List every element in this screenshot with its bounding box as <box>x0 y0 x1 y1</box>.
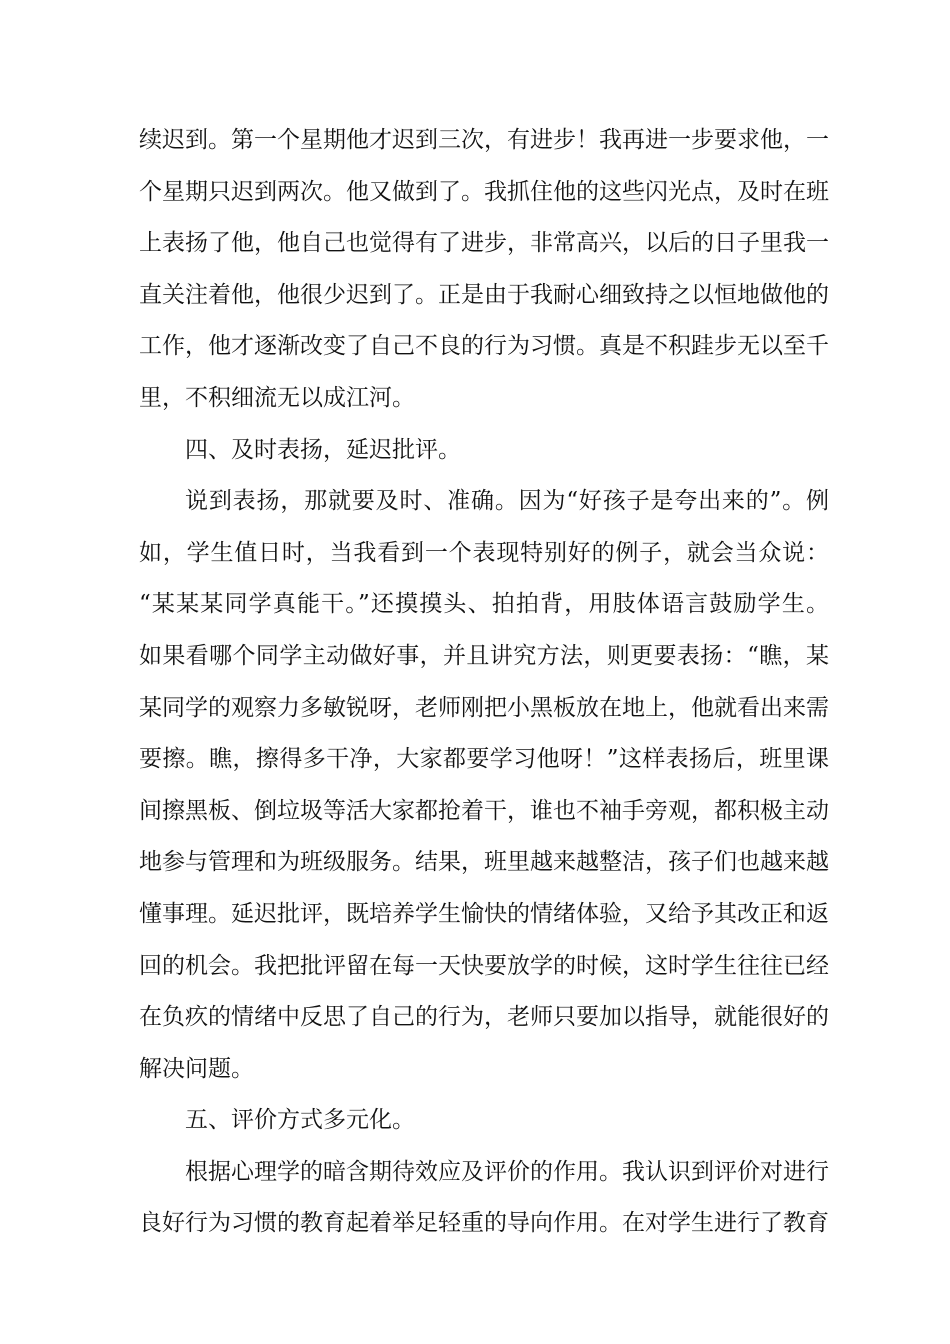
text-line: 某同学的观察力多敏锐呀，老师刚把小黑板放在地上，他就看出来需 <box>139 694 829 721</box>
text-line: 直关注着他，他很少迟到了。正是由于我耐心细致持之以恒地做他的 <box>139 281 829 308</box>
text-line: 回的机会。我把批评留在每一天快要放学的时候，这时学生往往已经 <box>139 952 829 979</box>
text-line: 地参与管理和为班级服务。结果，班里越来越整洁，孩子们也越来越 <box>139 849 829 876</box>
text-line: 如，学生值日时，当我看到一个表现特别好的例子，就会当众说： <box>139 539 829 566</box>
text-line: 解决问题。 <box>139 1055 254 1082</box>
text-line: 间擦黑板、倒垃圾等活大家都抢着干，谁也不袖手旁观，都积极主动 <box>139 797 829 824</box>
text-line: 良好行为习惯的教育起着举足轻重的导向作用。在对学生进行了教育 <box>139 1210 829 1237</box>
text-line: 根据心理学的暗含期待效应及评价的作用。我认识到评价对进行 <box>185 1158 829 1185</box>
text-line: 五、评价方式多元化。 <box>185 1107 415 1134</box>
text-line: 个星期只迟到两次。他又做到了。我抓住他的这些闪光点，及时在班 <box>139 178 829 205</box>
text-line: 要擦。瞧，擦得多干净，大家都要学习他呀！”这样表扬后，班里课 <box>139 746 829 773</box>
text-line: 工作，他才逐渐改变了自己不良的行为习惯。真是不积跬步无以至千 <box>139 333 829 360</box>
text-line: 续迟到。第一个星期他才迟到三次，有进步！我再进一步要求他，一 <box>139 127 829 153</box>
text-line: 如果看哪个同学主动做好事，并且讲究方法，则更要表扬：“瞧，某 <box>139 642 829 669</box>
text-line: 里，不积细流无以成江河。 <box>139 384 415 411</box>
text-line: “某某某同学真能干。”还摸摸头、拍拍背，用肢体语言鼓励学生。 <box>139 591 829 618</box>
text-line: 懂事理。延迟批评，既培养学生愉快的情绪体验，又给予其改正和返 <box>139 900 829 927</box>
text-line: 在负疚的情绪中反思了自己的行为，老师只要加以指导，就能很好的 <box>139 1004 829 1031</box>
body-text <box>139 115 829 1250</box>
text-line: 说到表扬，那就要及时、准确。因为“好孩子是夸出来的”。例 <box>185 488 829 515</box>
text-line: 四、及时表扬，延迟批评。 <box>185 436 461 463</box>
text-line: 上表扬了他，他自己也觉得有了进步，非常高兴，以后的日子里我一 <box>139 230 829 257</box>
